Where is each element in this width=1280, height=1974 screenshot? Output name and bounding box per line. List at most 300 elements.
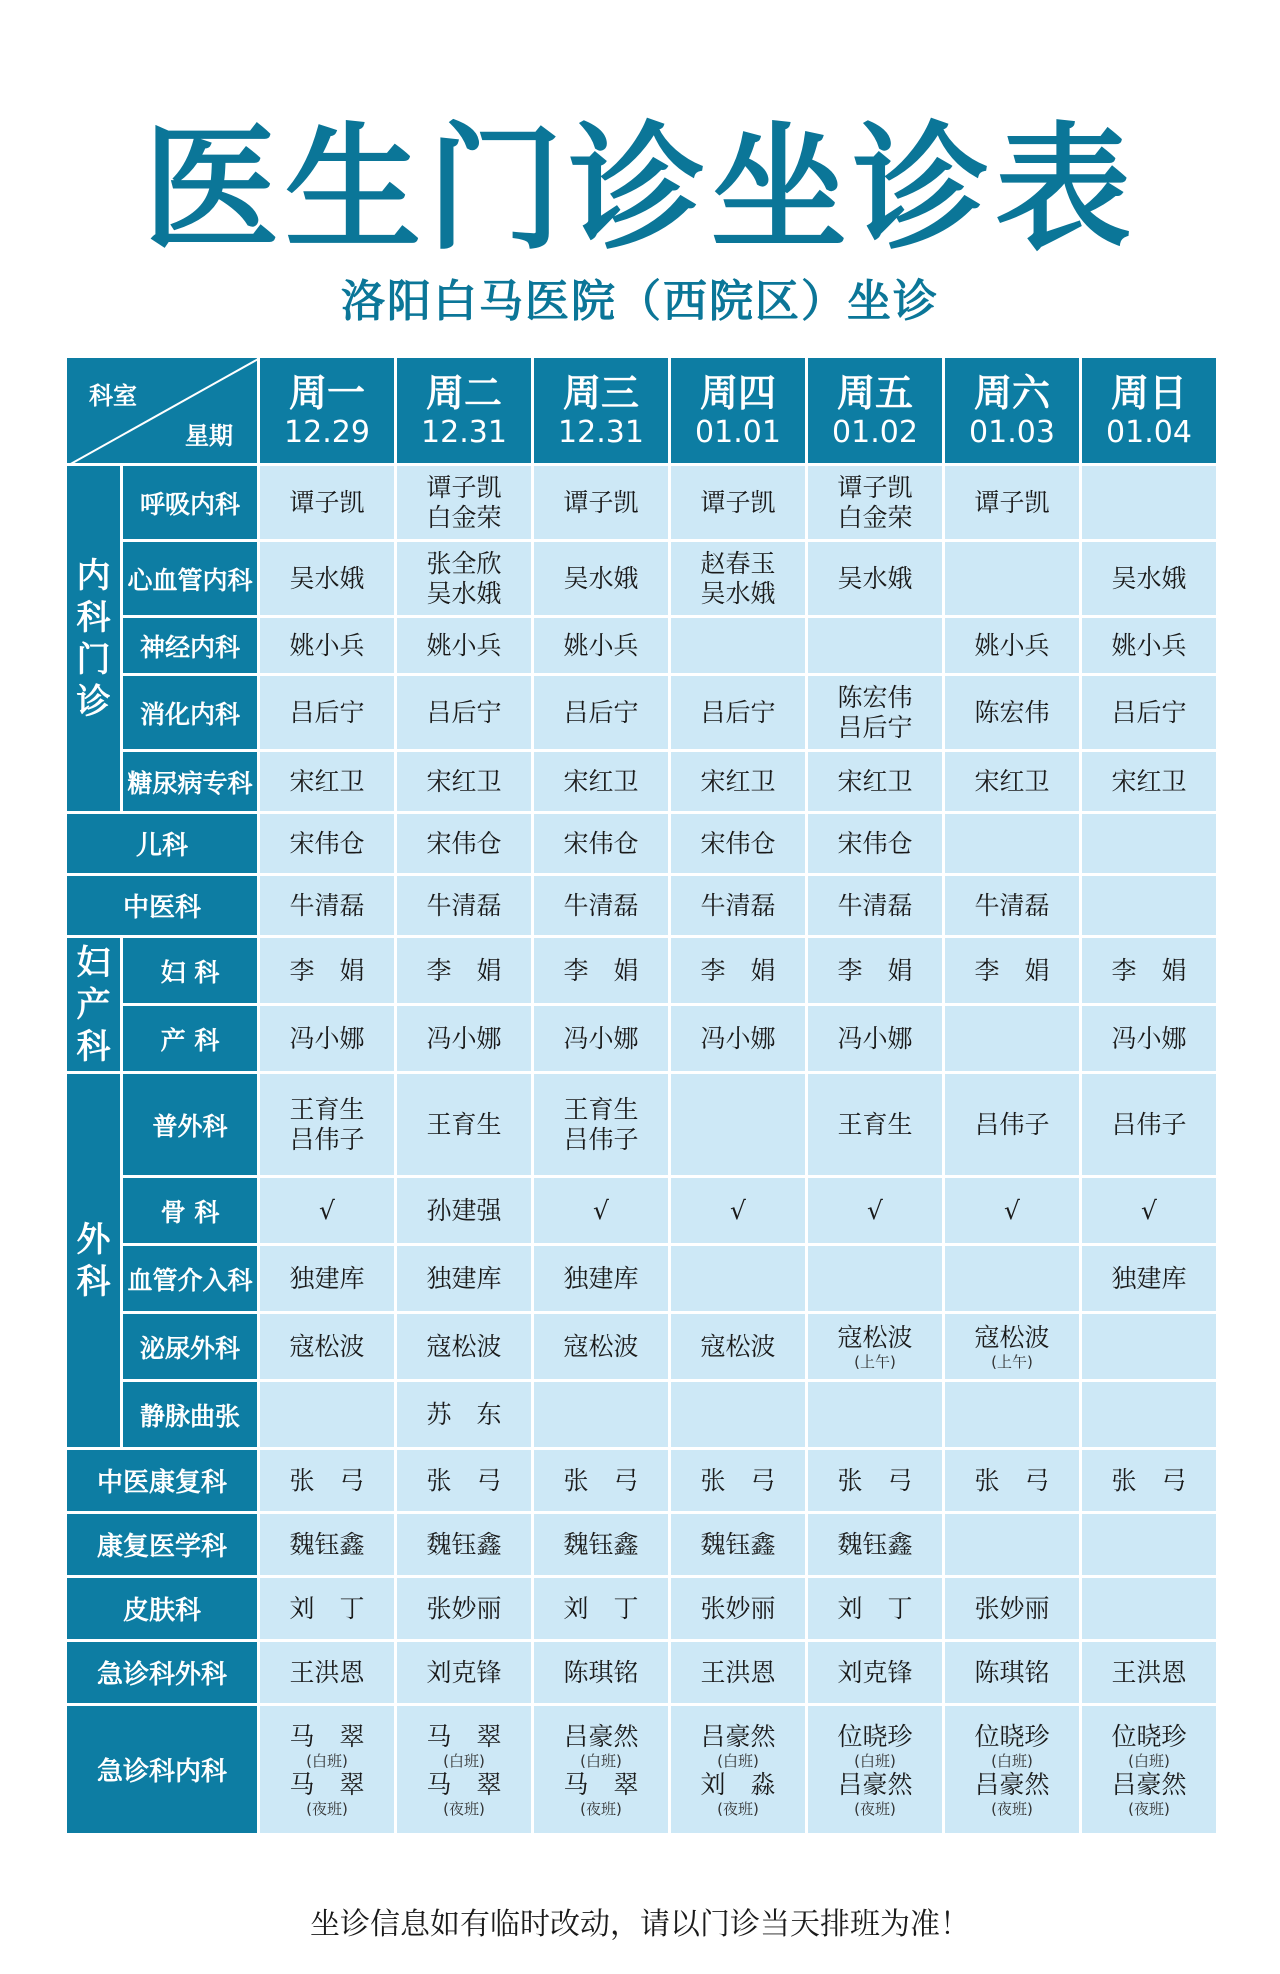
schedule-cell: [259, 675, 396, 751]
doctor-name: 刘 丁: [837, 1593, 913, 1623]
doctor-name: √: [730, 1195, 746, 1225]
table-row: [66, 751, 1218, 813]
schedule-cell: [396, 813, 533, 875]
doctor-name: 独建库: [1111, 1263, 1187, 1293]
doctor-name: 姚小兵: [289, 630, 365, 660]
table-row: [66, 937, 1218, 1005]
doctor-name: 王育生: [563, 1094, 639, 1124]
doctor-name: 马 翠: [289, 1721, 365, 1751]
doctor-name: 陈宏伟: [974, 697, 1050, 727]
doctor-name: 张 弓: [289, 1465, 365, 1495]
doctor-name: 宋伟仓: [289, 828, 365, 858]
doctor-name: 刘 淼: [700, 1769, 776, 1799]
doctor-name: 李 娟: [700, 955, 776, 985]
shift-note: (白班): [580, 1751, 622, 1770]
schedule-cell: [944, 675, 1081, 751]
department-cell: 神经内科: [122, 617, 259, 675]
schedule-cell: [396, 1245, 533, 1313]
doctor-name: 姚小兵: [426, 630, 502, 660]
schedule-cell: [944, 1705, 1081, 1835]
schedule-cell: [396, 1177, 533, 1245]
schedule-cell: [944, 751, 1081, 813]
schedule-cell: [670, 875, 807, 937]
doctor-name: 吴水娥: [563, 563, 639, 593]
schedule-cell: [259, 937, 396, 1005]
doctor-name: 谭子凯: [700, 487, 776, 517]
shift-note: (夜班): [1128, 1799, 1170, 1818]
schedule-cell: [944, 1073, 1081, 1177]
doctor-name: 张妙丽: [426, 1593, 502, 1623]
table-row: [66, 1245, 1218, 1313]
schedule-cell: [259, 1381, 396, 1449]
doctor-name: 吴水娥: [700, 578, 776, 608]
doctor-name: 独建库: [563, 1263, 639, 1293]
schedule-cell: [1081, 875, 1218, 937]
doctor-name: 张 弓: [974, 1465, 1050, 1495]
doctor-name: 李 娟: [837, 955, 913, 985]
schedule-cell: [396, 1513, 533, 1577]
schedule-cell: [944, 1513, 1081, 1577]
doctor-name: 魏钰鑫: [563, 1529, 639, 1559]
doctor-name: 位晓珍: [1111, 1721, 1187, 1751]
schedule-cell: [396, 1313, 533, 1381]
doctor-name: 吴水娥: [289, 563, 365, 593]
doctor-name: 冯小娜: [700, 1023, 776, 1053]
doctor-name: 位晓珍: [974, 1721, 1050, 1751]
day-header: 周六 01.03: [944, 357, 1081, 465]
schedule-cell: [670, 1005, 807, 1073]
table-row: [66, 1073, 1218, 1177]
schedule-cell: [807, 1381, 944, 1449]
schedule-cell: [396, 1641, 533, 1705]
doctor-name: 吕伟子: [974, 1109, 1050, 1139]
table-row: [66, 1177, 1218, 1245]
doctor-name: √: [319, 1195, 335, 1225]
table-row: [66, 813, 1218, 875]
doctor-name: 姚小兵: [563, 630, 639, 660]
schedule-cell: [259, 1177, 396, 1245]
schedule-cell: [670, 1073, 807, 1177]
doctor-name: 冯小娜: [426, 1023, 502, 1053]
department-cell: 急诊科内科: [66, 1705, 259, 1835]
doctor-name: 张 弓: [1111, 1465, 1187, 1495]
doctor-name: 王洪恩: [289, 1657, 365, 1687]
schedule-cell: [533, 751, 670, 813]
schedule-cell: [1081, 541, 1218, 617]
schedule-cell: [670, 541, 807, 617]
doctor-name: 李 娟: [563, 955, 639, 985]
doctor-name: 位晓珍: [837, 1721, 913, 1751]
table-row: [66, 675, 1218, 751]
schedule-cell: [1081, 751, 1218, 813]
schedule-cell: [533, 1705, 670, 1835]
schedule-cell: [259, 465, 396, 541]
schedule-cell: [807, 1641, 944, 1705]
doctor-name: 吕豪然: [974, 1769, 1050, 1799]
schedule-cell: [533, 1577, 670, 1641]
schedule-cell: [259, 1705, 396, 1835]
schedule-cell: [944, 875, 1081, 937]
shift-note: (上午): [854, 1352, 896, 1371]
table-row: [66, 1641, 1218, 1705]
schedule-cell: [807, 465, 944, 541]
doctor-name: 谭子凯: [289, 487, 365, 517]
doctor-name: 魏钰鑫: [837, 1529, 913, 1559]
schedule-cell: [533, 465, 670, 541]
shift-note: (夜班): [580, 1799, 622, 1818]
doctor-name: 谭子凯: [974, 487, 1050, 517]
schedule-cell: [533, 1449, 670, 1513]
day-header: 周四 01.01: [670, 357, 807, 465]
schedule-cell: [670, 1245, 807, 1313]
schedule-cell: [259, 1245, 396, 1313]
schedule-cell: [533, 1073, 670, 1177]
doctor-name: 吕后宁: [837, 712, 913, 742]
schedule-cell: [259, 1005, 396, 1073]
doctor-name: 谭子凯: [837, 472, 913, 502]
schedule-cell: [396, 1449, 533, 1513]
schedule-cell: [670, 465, 807, 541]
table-row: [66, 1513, 1218, 1577]
schedule-cell: [944, 1577, 1081, 1641]
table-row: [66, 1449, 1218, 1513]
doctor-name: 牛清磊: [837, 890, 913, 920]
schedule-cell: [396, 1577, 533, 1641]
doctor-name: 李 娟: [1111, 955, 1187, 985]
doctor-name: 李 娟: [974, 955, 1050, 985]
schedule-cell: [670, 1513, 807, 1577]
doctor-name: 魏钰鑫: [289, 1529, 365, 1559]
shift-note: (白班): [443, 1751, 485, 1770]
schedule-cell: [670, 751, 807, 813]
schedule-cell: [1081, 617, 1218, 675]
doctor-name: 张 弓: [426, 1465, 502, 1495]
doctor-name: 宋红卫: [426, 766, 502, 796]
schedule-cell: [944, 813, 1081, 875]
doctor-name: 宋红卫: [289, 766, 365, 796]
department-cell: 骨 科: [122, 1177, 259, 1245]
schedule-cell: [1081, 1705, 1218, 1835]
schedule-cell: [259, 1577, 396, 1641]
doctor-name: 马 翠: [289, 1769, 365, 1799]
schedule-cell: [807, 1177, 944, 1245]
schedule-cell: [396, 875, 533, 937]
doctor-name: 吕后宁: [700, 697, 776, 727]
schedule-cell: [1081, 1245, 1218, 1313]
schedule-cell: [259, 1073, 396, 1177]
doctor-name: 白金荣: [426, 502, 502, 532]
schedule-cell: [944, 465, 1081, 541]
shift-note: (夜班): [991, 1799, 1033, 1818]
schedule-cell: [533, 1245, 670, 1313]
department-cell: 产 科: [122, 1005, 259, 1073]
schedule-cell: [533, 875, 670, 937]
schedule-cell: [1081, 813, 1218, 875]
category-cell: 妇 产 科: [66, 937, 122, 1073]
schedule-cell: [396, 1381, 533, 1449]
schedule-cell: [1081, 937, 1218, 1005]
schedule-cell: [1081, 1513, 1218, 1577]
shift-note: (白班): [1128, 1751, 1170, 1770]
day-header: 周日 01.04: [1081, 357, 1218, 465]
doctor-name: 宋红卫: [1111, 766, 1187, 796]
schedule-cell: [533, 675, 670, 751]
schedule-cell: [670, 1641, 807, 1705]
schedule-cell: [259, 1313, 396, 1381]
schedule-cell: [396, 751, 533, 813]
doctor-name: 吕伟子: [563, 1124, 639, 1154]
schedule-cell: [533, 1381, 670, 1449]
schedule-cell: [396, 541, 533, 617]
schedule-cell: [259, 1449, 396, 1513]
doctor-name: 陈琪铭: [563, 1657, 639, 1687]
table-row: [66, 1705, 1218, 1835]
schedule-cell: [533, 617, 670, 675]
doctor-name: 宋红卫: [837, 766, 913, 796]
schedule-cell: [1081, 1313, 1218, 1381]
schedule-cell: [533, 813, 670, 875]
schedule-cell: [1081, 465, 1218, 541]
doctor-name: 吴水娥: [837, 563, 913, 593]
doctor-name: 李 娟: [289, 955, 365, 985]
table-row: [66, 875, 1218, 937]
doctor-name: 王育生: [837, 1109, 913, 1139]
page-title: 医生门诊坐诊表: [143, 111, 1137, 269]
schedule-cell: [944, 1177, 1081, 1245]
schedule-cell: [533, 541, 670, 617]
schedule-cell: [944, 937, 1081, 1005]
day-header: 周一 12.29: [259, 357, 396, 465]
doctor-name: 宋红卫: [700, 766, 776, 796]
shift-note: (白班): [854, 1751, 896, 1770]
doctor-name: 独建库: [426, 1263, 502, 1293]
department-cell: 妇 科: [122, 937, 259, 1005]
schedule-cell: [670, 1705, 807, 1835]
department-cell: 普外科: [122, 1073, 259, 1177]
schedule-cell: [533, 937, 670, 1005]
doctor-name: 寇松波: [426, 1331, 502, 1361]
schedule-cell: [1081, 1177, 1218, 1245]
day-header: 周五 01.02: [807, 357, 944, 465]
doctor-name: 姚小兵: [1111, 630, 1187, 660]
doctor-name: 牛清磊: [563, 890, 639, 920]
schedule-cell: [396, 1705, 533, 1835]
schedule-cell: [944, 1313, 1081, 1381]
footer-note: 坐诊信息如有临时改动，请以门诊当天排班为准！: [310, 1907, 970, 1942]
doctor-name: 马 翠: [563, 1769, 639, 1799]
doctor-name: 宋红卫: [974, 766, 1050, 796]
shift-note: (夜班): [854, 1799, 896, 1818]
doctor-name: 李 娟: [426, 955, 502, 985]
shift-note: (夜班): [443, 1799, 485, 1818]
schedule-cell: [259, 1641, 396, 1705]
doctor-name: 吴水娥: [1111, 563, 1187, 593]
schedule-cell: [259, 541, 396, 617]
doctor-name: 刘克锋: [426, 1657, 502, 1687]
table-row: [66, 541, 1218, 617]
doctor-name: 马 翠: [426, 1721, 502, 1751]
doctor-name: 寇松波: [974, 1322, 1050, 1352]
schedule-cell: [1081, 1381, 1218, 1449]
department-cell: 中医康复科: [66, 1449, 259, 1513]
doctor-name: 魏钰鑫: [700, 1529, 776, 1559]
schedule-cell: [670, 1449, 807, 1513]
doctor-name: 吕豪然: [700, 1721, 776, 1751]
corner-week-label: 星期: [185, 422, 233, 450]
doctor-name: √: [1004, 1195, 1020, 1225]
schedule-cell: [533, 1005, 670, 1073]
schedule-cell: [807, 937, 944, 1005]
doctor-name: 白金荣: [837, 502, 913, 532]
schedule-cell: [807, 751, 944, 813]
schedule-cell: [807, 1577, 944, 1641]
doctor-name: 刘克锋: [837, 1657, 913, 1687]
table-row: [66, 465, 1218, 541]
department-cell: 泌尿外科: [122, 1313, 259, 1381]
doctor-name: 吕后宁: [426, 697, 502, 727]
doctor-name: 陈琪铭: [974, 1657, 1050, 1687]
doctor-name: 陈宏伟: [837, 682, 913, 712]
doctor-name: 张妙丽: [974, 1593, 1050, 1623]
schedule-cell: [944, 1005, 1081, 1073]
doctor-name: 刘 丁: [289, 1593, 365, 1623]
doctor-name: 吕后宁: [563, 697, 639, 727]
doctor-name: 牛清磊: [289, 890, 365, 920]
doctor-name: 宋伟仓: [700, 828, 776, 858]
doctor-name: √: [867, 1195, 883, 1225]
doctor-name: 寇松波: [837, 1322, 913, 1352]
doctor-name: 吕豪然: [837, 1769, 913, 1799]
schedule-cell: [807, 1245, 944, 1313]
department-cell: 血管介入科: [122, 1245, 259, 1313]
doctor-name: 牛清磊: [974, 890, 1050, 920]
doctor-name: 孙建强: [426, 1195, 502, 1225]
day-header: 周三 12.31: [533, 357, 670, 465]
schedule-cell: [259, 813, 396, 875]
schedule-cell: [670, 617, 807, 675]
doctor-name: 吕后宁: [1111, 697, 1187, 727]
doctor-name: 张 弓: [837, 1465, 913, 1495]
doctor-name: 寇松波: [289, 1331, 365, 1361]
corner-cell: [66, 357, 259, 465]
department-cell: 中医科: [66, 875, 259, 937]
doctor-name: 张妙丽: [700, 1593, 776, 1623]
doctor-name: 吴水娥: [426, 578, 502, 608]
table-row: [66, 617, 1218, 675]
doctor-name: 冯小娜: [563, 1023, 639, 1053]
schedule-cell: [1081, 1641, 1218, 1705]
schedule-cell: [807, 541, 944, 617]
schedule-cell: [1081, 1073, 1218, 1177]
schedule-table: [64, 355, 1219, 1836]
doctor-name: 宋伟仓: [426, 828, 502, 858]
doctor-name: 谭子凯: [563, 487, 639, 517]
doctor-name: 独建库: [289, 1263, 365, 1293]
schedule-cell: [670, 1177, 807, 1245]
doctor-name: 寇松波: [700, 1331, 776, 1361]
department-cell: 静脉曲张: [122, 1381, 259, 1449]
schedule-cell: [807, 1005, 944, 1073]
category-cell: 外 科: [66, 1073, 122, 1449]
table-row: [66, 1005, 1218, 1073]
doctor-name: 寇松波: [563, 1331, 639, 1361]
table-row: [66, 1381, 1218, 1449]
schedule-cell: [807, 1513, 944, 1577]
schedule-cell: [1081, 675, 1218, 751]
category-cell: 内 科 门 诊: [66, 465, 122, 813]
doctor-name: 吕后宁: [289, 697, 365, 727]
table-row: [66, 1577, 1218, 1641]
doctor-name: √: [1141, 1195, 1157, 1225]
department-cell: 皮肤科: [66, 1577, 259, 1641]
schedule-cell: [533, 1641, 670, 1705]
schedule-cell: [259, 1513, 396, 1577]
table-row: [66, 1313, 1218, 1381]
schedule-cell: [1081, 1005, 1218, 1073]
department-cell: 糖尿病专科: [122, 751, 259, 813]
department-cell: 康复医学科: [66, 1513, 259, 1577]
doctor-name: 姚小兵: [974, 630, 1050, 660]
shift-note: (夜班): [306, 1799, 348, 1818]
schedule-cell: [259, 875, 396, 937]
doctor-name: 魏钰鑫: [426, 1529, 502, 1559]
schedule-cell: [944, 1641, 1081, 1705]
schedule-cell: [670, 1381, 807, 1449]
schedule-cell: [807, 1073, 944, 1177]
doctor-name: 苏 东: [426, 1399, 502, 1429]
doctor-name: 冯小娜: [289, 1023, 365, 1053]
schedule-cell: [807, 1705, 944, 1835]
schedule-cell: [259, 617, 396, 675]
shift-note: (白班): [991, 1751, 1033, 1770]
corner-dept-label: 科室: [89, 382, 137, 410]
schedule-cell: [944, 1449, 1081, 1513]
schedule-cell: [396, 675, 533, 751]
doctor-name: 赵春玉: [700, 548, 776, 578]
doctor-name: 宋红卫: [563, 766, 639, 796]
schedule-cell: [533, 1313, 670, 1381]
schedule-cell: [396, 937, 533, 1005]
department-cell: 急诊科外科: [66, 1641, 259, 1705]
doctor-name: 吕豪然: [563, 1721, 639, 1751]
schedule-cell: [533, 1513, 670, 1577]
doctor-name: 王育生: [289, 1094, 365, 1124]
schedule-cell: [259, 751, 396, 813]
header-row: [66, 357, 1218, 465]
schedule-cell: [670, 1577, 807, 1641]
schedule-cell: [670, 1313, 807, 1381]
schedule-cell: [670, 813, 807, 875]
doctor-name: 吕豪然: [1111, 1769, 1187, 1799]
schedule-cell: [396, 1005, 533, 1073]
doctor-name: 冯小娜: [1111, 1023, 1187, 1053]
schedule-cell: [944, 617, 1081, 675]
schedule-cell: [670, 675, 807, 751]
schedule-cell: [396, 617, 533, 675]
department-cell: 心血管内科: [122, 541, 259, 617]
schedule-cell: [807, 813, 944, 875]
schedule-cell: [807, 1313, 944, 1381]
schedule-cell: [944, 1245, 1081, 1313]
doctor-name: 张 弓: [563, 1465, 639, 1495]
shift-note: (白班): [306, 1751, 348, 1770]
schedule-cell: [807, 1449, 944, 1513]
schedule-cell: [1081, 1577, 1218, 1641]
doctor-name: 宋伟仓: [563, 828, 639, 858]
department-cell: 消化内科: [122, 675, 259, 751]
shift-note: (上午): [991, 1352, 1033, 1371]
schedule-cell: [1081, 1449, 1218, 1513]
